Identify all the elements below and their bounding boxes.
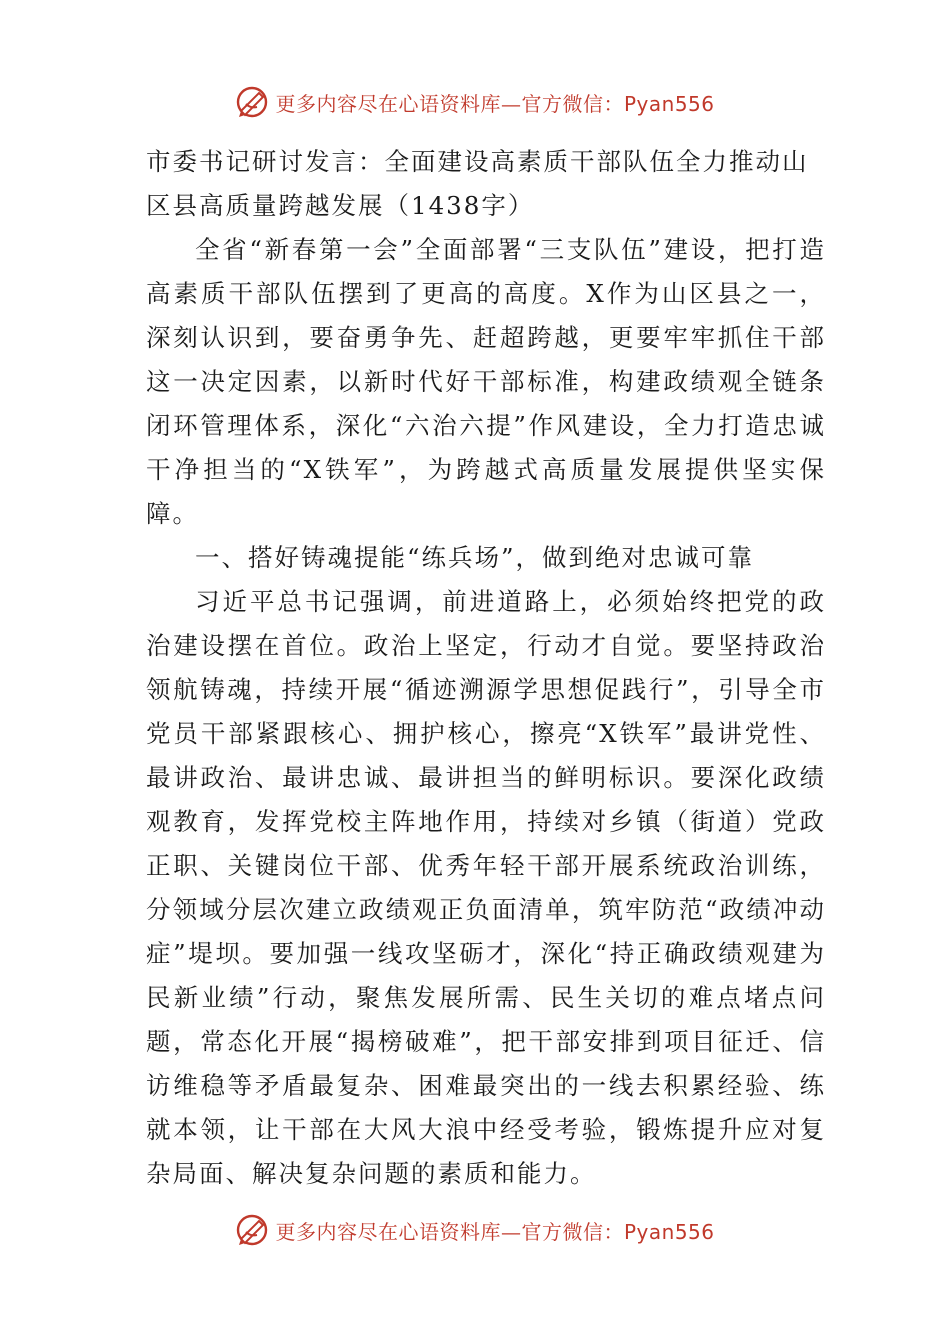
section-heading: 一、搭好铸魂提能“练兵场”，做到绝对忠诚可靠 (195, 543, 755, 572)
section-paragraph: 习近平总书记强调，前进道路上，必须始终把党的政治建设摆在首位。政治上坚定，行动才自觉。要坚持政治领航铸魂，持续开展“循迹溯源学思想促践行”，引导全市党员干部紧跟核心、拥护核心，擦亮“X铁军”最讲党性、最讲政治、最讲忠诚、最讲担当的鲜明标识。要深化政绩观教育，发挥党校主阵地作用，持续对乡镇（街道）党政正职、关键岗位干部、优秀年轻干部开展系统政治训练，分领域分层次建立政绩观正负面清单，筑牢防范“政绩冲动症”堤坝。要加强一线攻坚砺才，深化“持正确政绩观建为民新业绩”行动，聚焦发展所需、民生关切的难点堵点问题，常态化开展“揭榜破难”，把干部安排到项目征迁、信访维稳等矛盾最复杂、困难最突出的一线去积累经验、练就本领，让干部在大风大浪中经受考验，锻炼提升应对复杂局面、解决复杂问题的素质和能力。 (146, 587, 826, 1188)
banner-text (275, 88, 714, 117)
footer-banner (0, 1210, 950, 1250)
banner-text-cn: 更多内容尽在心语资料库—官方微信： (275, 1219, 624, 1244)
pen-logo-icon (235, 1213, 269, 1247)
banner-text-cn: 更多内容尽在心语资料库—官方微信： (275, 91, 624, 116)
banner-wechat-id: Pyan556 (623, 91, 715, 116)
document-body (146, 140, 826, 1196)
intro-paragraph: 全省“新春第一会”全面部署“三支队伍”建设，把打造高素质干部队伍摆到了更高的高度。X作为山区县之一，深刻认识到，要奋勇争先、赶超跨越，更要牢牢抓住干部这一决定因素，以新时代好干部标准，构建政绩观全链条闭环管理体系，深化“六治六提”作风建设，全力打造忠诚干净担当的“X铁军”，为跨越式高质量发展提供坚实保障。 (146, 235, 826, 528)
banner-wechat-id: Pyan556 (623, 1219, 715, 1244)
banner-text (275, 1216, 714, 1245)
pen-logo-icon (235, 85, 269, 119)
header-banner (0, 82, 950, 122)
document-title: 市委书记研讨发言：全面建设高素质干部队伍全力推动山区县高质量跨越发展（1438字） (146, 147, 809, 220)
